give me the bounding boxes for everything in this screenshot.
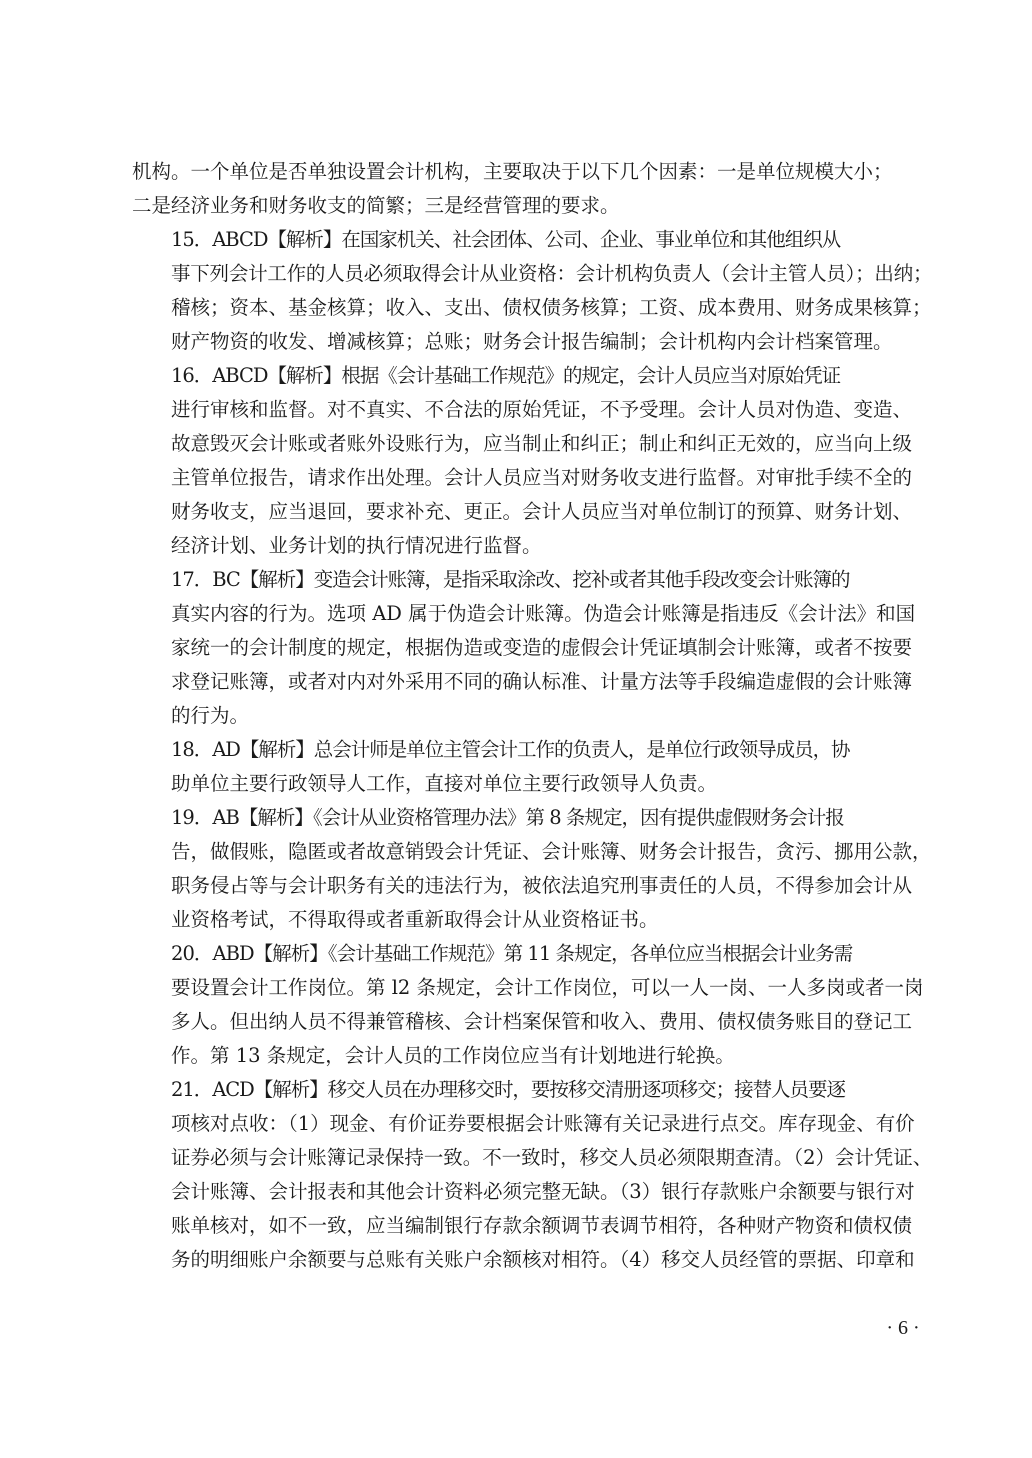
- text-line: 17．BC【解析】变造会计账簿，是指采取涂改、挖补或者其他手段改变会计账簿的: [171, 568, 850, 591]
- text-line: 经济计划、业务计划的执行情况进行监督。: [171, 534, 542, 557]
- text-line: 作。第 13 条规定，会计人员的工作岗位应当有计划地进行轮换。: [171, 1044, 735, 1067]
- text-line: 二是经济业务和财务收支的简繁；三是经营管理的要求。: [132, 194, 620, 217]
- paragraph: [132, 733, 932, 801]
- text-line: 真实内容的行为。选项 AD 属于伪造会计账簿。伪造会计账簿是指违反《会计法》和国: [171, 602, 916, 625]
- text-line: 告，做假账，隐匿或者故意销毁会计凭证、会计账簿、财务会计报告，贪污、挪用公款，: [171, 840, 932, 863]
- paragraph: [132, 801, 932, 937]
- text-line: 会计账簿、会计报表和其他会计资料必须完整无缺。（3）银行存款账户余额要与银行对: [171, 1180, 915, 1203]
- text-line: 稽核；资本、基金核算；收入、支出、债权债务核算；工资、成本费用、财务成果核算；: [171, 296, 932, 319]
- text-line: 主管单位报告，请求作出处理。会计人员应当对财务收支进行监督。对审批手续不全的: [171, 466, 913, 489]
- paragraph: [132, 937, 932, 1073]
- text-line: 证券必须与会计账簿记录保持一致。不一致时，移交人员必须限期查清。（2）会计凭证、: [171, 1146, 933, 1169]
- text-line: 财产物资的收发、增减核算；总账；财务会计报告编制；会计机构内会计档案管理。: [171, 330, 893, 353]
- paragraph: [132, 155, 932, 223]
- text-line: 20．ABD【解析】《会计基础工作规范》第 11 条规定，各单位应当根据会计业务需: [171, 942, 853, 965]
- text-line: 助单位主要行政领导人工作，直接对单位主要行政领导人负责。: [171, 772, 718, 795]
- text-line: 职务侵占等与会计职务有关的违法行为，被依法追究刑事责任的人员，不得参加会计从: [171, 874, 913, 897]
- text-line: 机构。一个单位是否单独设置会计机构，主要取决于以下几个因素：一是单位规模大小；: [132, 160, 893, 183]
- page-number: · 6 ·: [886, 1317, 920, 1339]
- text-line: 18．AD【解析】总会计师是单位主管会计工作的负责人，是单位行政领导成员，协: [171, 738, 850, 761]
- text-line: 账单核对，如不一致，应当编制银行存款余额调节表调节相符，各种财产物资和债权债: [171, 1214, 913, 1237]
- text-line: 的行为。: [171, 704, 250, 727]
- text-line: 家统一的会计制度的规定，根据伪造或变造的虚假会计凭证填制会计账簿，或者不按要: [171, 636, 913, 659]
- text-line: 要设置会计工作岗位。第 l2 条规定，会计工作岗位，可以一人一岗、一人多岗或者一岗: [171, 976, 924, 999]
- text-line: 19．AB【解析】《会计从业资格管理办法》第 8 条规定，因有提供虚假财务会计报: [171, 806, 844, 829]
- text-line: 多人。但出纳人员不得兼管稽核、会计档案保管和收入、费用、债权债务账目的登记工: [171, 1010, 913, 1033]
- text-line: 项核对点收：（1）现金、有价证券要根据会计账簿有关记录进行点交。库存现金、有价: [171, 1112, 915, 1135]
- text-line: 业资格考试，不得取得或者重新取得会计从业资格证书。: [171, 908, 659, 931]
- document-body: [132, 155, 932, 1277]
- text-line: 15．ABCD【解析】在国家机关、社会团体、公司、企业、事业单位和其他组织从: [171, 228, 841, 251]
- paragraph: [132, 1073, 932, 1277]
- text-line: 故意毁灭会计账或者账外设账行为，应当制止和纠正；制止和纠正无效的，应当向上级: [171, 432, 913, 455]
- text-line: 16．ABCD【解析】根据《会计基础工作规范》的规定，会计人员应当对原始凭证: [171, 364, 841, 387]
- text-line: 事下列会计工作的人员必须取得会计从业资格：会计机构负责人（会计主管人员）；出纳；: [171, 262, 933, 285]
- text-line: 财务收支，应当退回，要求补充、更正。会计人员应当对单位制订的预算、财务计划、: [171, 500, 913, 523]
- text-line: 进行审核和监督。对不真实、不合法的原始凭证，不予受理。会计人员对伪造、变造、: [171, 398, 913, 421]
- paragraph: [132, 223, 932, 359]
- text-line: 求登记账簿，或者对内对外采用不同的确认标准、计量方法等手段编造虚假的会计账簿: [171, 670, 913, 693]
- text-line: 务的明细账户余额要与总账有关账户余额核对相符。（4）移交人员经管的票据、印章和: [171, 1248, 915, 1271]
- text-line: 21．ACD【解析】移交人员在办理移交时，要按移交清册逐项移交；接替人员要逐: [171, 1078, 845, 1101]
- paragraph: [132, 563, 932, 733]
- paragraph: [132, 359, 932, 563]
